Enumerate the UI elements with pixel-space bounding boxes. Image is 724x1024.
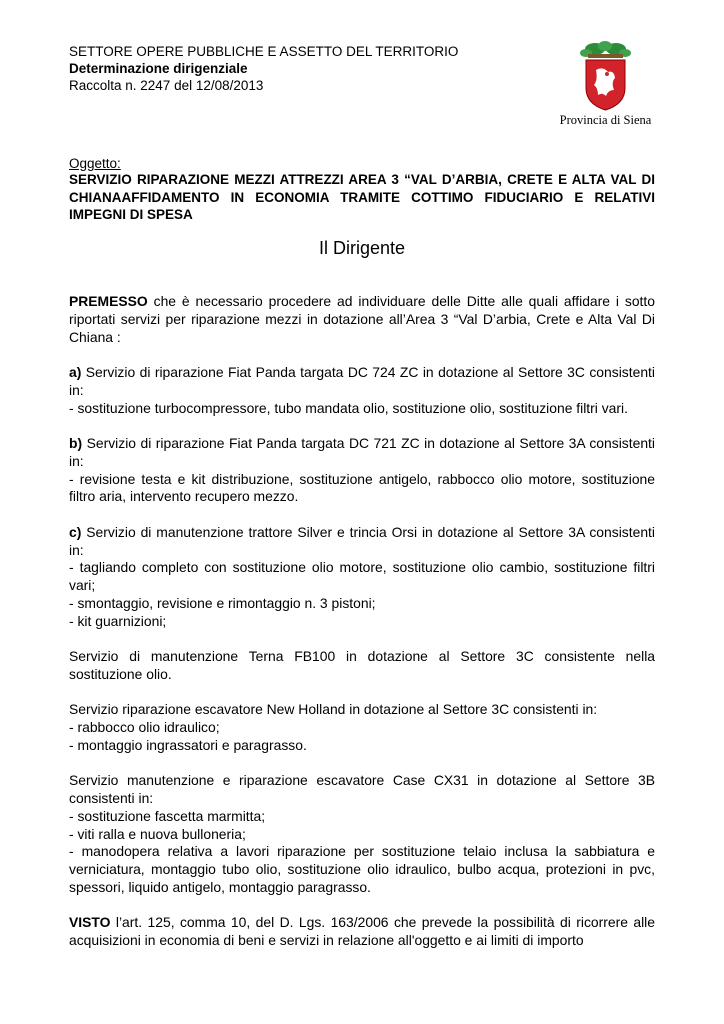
item-a-paragraph — [69, 364, 655, 417]
premesso-lead: PREMESSO — [69, 293, 148, 309]
case-text: Servizio manutenzione e riparazione escavatore Case CX31 in dotazione al Settore 3B consistenti in: — [69, 772, 655, 807]
document-header — [69, 43, 539, 94]
new-holland-detail-1: - rabbocco olio idraulico; — [69, 719, 220, 736]
case-detail-3: - manodopera relativa a lavori riparazione per sostituzione telaio inclusa la sabbiatura e verniciatura, montaggio tubo olio, sostituzione olio idraulico, bulbo acqua, protezioni in pvc, spessori, liquido antigelo, montaggio paragrasso. — [69, 843, 655, 896]
visto-paragraph — [69, 914, 655, 950]
item-c-detail-1: - tagliando completo con sostituzione olio motore, sostituzione olio cambio, sostituzione filtri vari; — [69, 559, 655, 594]
terna-paragraph: Servizio di manutenzione Terna FB100 in dotazione al Settore 3C consistente nella sostituzione olio. — [69, 648, 655, 682]
logo-caption: Provincia di Siena — [559, 113, 652, 127]
section-heading: Il Dirigente — [318, 238, 406, 258]
crown-icon — [580, 41, 631, 58]
item-c-detail-2: - smontaggio, revisione e rimontaggio n. 3 pistoni; — [69, 594, 376, 611]
premesso-text: che è necessario procedere ad individuare delle Ditte alle quali affidare i sotto riportati servizi per riparazione mezzi in dotazione all’Area 3 “Val D’arbia, Crete e Alta Val Di Chiana : — [69, 293, 655, 345]
document-type: Determinazione dirigenziale — [69, 61, 248, 76]
case-detail-2: - viti ralla e nuova bulloneria; — [69, 825, 246, 842]
item-c-detail-3: - kit guarnizioni; — [69, 612, 167, 629]
new-holland-paragraph — [69, 701, 655, 754]
item-c-paragraph — [69, 524, 655, 631]
item-c-lead: c) — [69, 523, 82, 540]
subject-label: Oggetto: — [69, 156, 121, 171]
shield-icon — [586, 60, 625, 110]
item-b-detail: - revisione testa e kit distribuzione, sostituzione antigelo, rabbocco olio motore, sostituzione filtro aria, intervento recupero mezzo. — [69, 470, 655, 505]
premesso-paragraph — [69, 293, 655, 346]
item-a-detail: - sostituzione turbocompressore, tubo mandata olio, sostituzione olio, sostituzione filtri vari. — [69, 399, 628, 416]
item-a-lead: a) — [69, 363, 82, 380]
item-a-text: Servizio di riparazione Fiat Panda targata DC 724 ZC in dotazione al Settore 3C consistenti in: — [69, 363, 655, 398]
new-holland-text: Servizio riparazione escavatore New Holland in dotazione al Settore 3C consistenti in: — [69, 701, 598, 718]
item-b-text: Servizio di riparazione Fiat Panda targata DC 721 ZC in dotazione al Settore 3A consistenti in: — [69, 434, 655, 469]
subject-text: SERVIZIO RIPARAZIONE MEZZI ATTREZZI AREA 3 “VAL D’ARBIA, CRETE E ALTA VAL DI CHIANAAFFIDAMENTO IN ECONOMIA TRAMITE COTTIMO FIDUCIARIO E RELATIVI IMPEGNI DI SPESA — [69, 172, 655, 222]
new-holland-detail-2: - montaggio ingrassatori e paragrasso. — [69, 736, 307, 753]
case-detail-1: - sostituzione fascetta marmitta; — [69, 807, 266, 824]
department-name: SETTORE OPERE PUBBLICHE E ASSETTO DEL TERRITORIO — [69, 44, 459, 59]
document-registration: Raccolta n. 2247 del 12/08/2013 — [69, 78, 264, 93]
case-paragraph — [69, 772, 655, 897]
item-b-paragraph — [69, 435, 655, 506]
visto-lead: VISTO — [69, 914, 111, 931]
item-b-lead: b) — [69, 434, 83, 451]
visto-text: l’art. 125, comma 10, del D. Lgs. 163/2006 che prevede la possibilità di ricorrere alle acquisizioni in economia di beni e servizi in relazione all'oggetto e ai limiti di importo — [69, 914, 655, 949]
item-c-text: Servizio di manutenzione trattore Silver e trincia Orsi in dotazione al Settore 3A consistenti in: — [69, 523, 655, 558]
document-body — [69, 293, 655, 968]
